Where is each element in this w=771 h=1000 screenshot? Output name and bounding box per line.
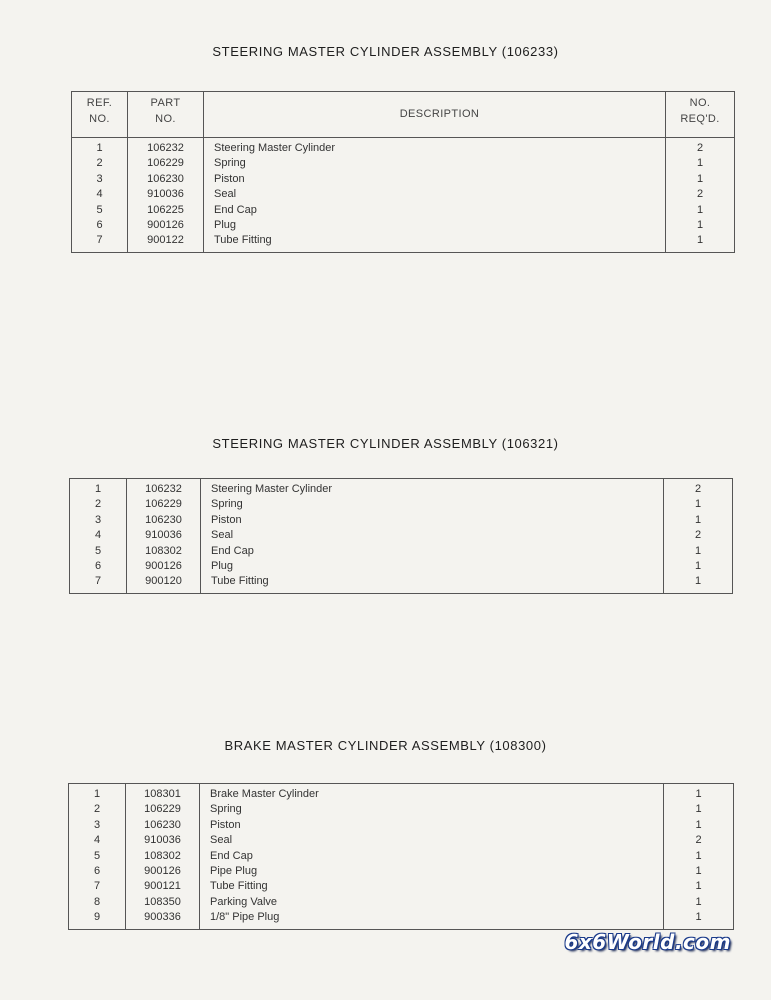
parts-table-3-body bbox=[69, 784, 734, 930]
part-no-cell: 106230 bbox=[128, 172, 204, 187]
qty-required-header: NO. REQ'D. bbox=[666, 92, 735, 138]
description-cell: Plug bbox=[204, 218, 666, 233]
description-header: DESCRIPTION bbox=[204, 92, 666, 138]
qty-cell: 2 bbox=[664, 528, 733, 543]
part-no-cell: 108302 bbox=[127, 544, 201, 559]
qty-cell: 1 bbox=[664, 497, 733, 512]
table-row bbox=[69, 895, 734, 910]
part-no-cell: 910036 bbox=[127, 528, 201, 543]
description-cell: Tube Fitting bbox=[204, 233, 666, 252]
parts-table-1 bbox=[71, 91, 735, 253]
table-row bbox=[70, 559, 733, 574]
part-no-cell: 900126 bbox=[128, 218, 204, 233]
site-watermark: 6x6World.com bbox=[564, 930, 731, 954]
part-no-cell: 108301 bbox=[126, 784, 200, 803]
ref-no-cell: 9 bbox=[69, 910, 126, 929]
ref-no-cell: 1 bbox=[72, 138, 128, 157]
description-cell: Seal bbox=[201, 528, 664, 543]
part-no-cell: 900121 bbox=[126, 879, 200, 894]
table-row bbox=[69, 879, 734, 894]
part-no-cell: 106232 bbox=[127, 479, 201, 498]
qty-cell: 1 bbox=[664, 574, 733, 593]
ref-no-cell: 2 bbox=[72, 156, 128, 171]
description-cell: Spring bbox=[204, 156, 666, 171]
qty-cell: 1 bbox=[666, 156, 735, 171]
ref-no-cell: 1 bbox=[69, 784, 126, 803]
description-cell: 1/8" Pipe Plug bbox=[200, 910, 664, 929]
section-title-3: BRAKE MASTER CYLINDER ASSEMBLY (108300) bbox=[224, 738, 547, 753]
ref-no-cell: 7 bbox=[70, 574, 127, 593]
ref-no-cell: 5 bbox=[69, 849, 126, 864]
part-no-cell: 900120 bbox=[127, 574, 201, 593]
ref-no-cell: 2 bbox=[70, 497, 127, 512]
qty-cell: 1 bbox=[664, 802, 734, 817]
part-no-cell: 900122 bbox=[128, 233, 204, 252]
table-row bbox=[72, 156, 735, 171]
qty-cell: 2 bbox=[666, 187, 735, 202]
table-row bbox=[72, 172, 735, 187]
table-row bbox=[70, 528, 733, 543]
table-row bbox=[70, 479, 733, 498]
qty-cell: 1 bbox=[664, 849, 734, 864]
table-row bbox=[72, 138, 735, 157]
part-no-cell: 106230 bbox=[127, 513, 201, 528]
description-cell: Tube Fitting bbox=[200, 879, 664, 894]
description-cell: Parking Valve bbox=[200, 895, 664, 910]
ref-no-cell: 4 bbox=[72, 187, 128, 202]
qty-cell: 1 bbox=[664, 784, 734, 803]
description-cell: Pipe Plug bbox=[200, 864, 664, 879]
ref-no-cell: 3 bbox=[69, 818, 126, 833]
part-no-cell: 108302 bbox=[126, 849, 200, 864]
part-no-cell: 900126 bbox=[127, 559, 201, 574]
table-row bbox=[70, 497, 733, 512]
qty-cell: 1 bbox=[666, 218, 735, 233]
qty-cell: 1 bbox=[666, 233, 735, 252]
qty-cell: 2 bbox=[666, 138, 735, 157]
part-no-cell: 106229 bbox=[127, 497, 201, 512]
qty-cell: 1 bbox=[664, 910, 734, 929]
qty-cell: 1 bbox=[664, 544, 733, 559]
qty-cell: 2 bbox=[664, 833, 734, 848]
qty-cell: 1 bbox=[664, 864, 734, 879]
qty-cell: 1 bbox=[666, 203, 735, 218]
ref-no-cell: 7 bbox=[72, 233, 128, 252]
table-row bbox=[70, 544, 733, 559]
table-header-row bbox=[72, 92, 735, 138]
description-cell: Brake Master Cylinder bbox=[200, 784, 664, 803]
part-no-cell: 900336 bbox=[126, 910, 200, 929]
part-no-cell: 106229 bbox=[126, 802, 200, 817]
description-cell: End Cap bbox=[200, 849, 664, 864]
ref-no-cell: 8 bbox=[69, 895, 126, 910]
ref-no-cell: 3 bbox=[70, 513, 127, 528]
qty-cell: 1 bbox=[664, 879, 734, 894]
qty-cell: 1 bbox=[666, 172, 735, 187]
table-row bbox=[72, 233, 735, 252]
section-title-1: STEERING MASTER CYLINDER ASSEMBLY (106233) bbox=[212, 44, 559, 59]
description-cell: Spring bbox=[201, 497, 664, 512]
description-cell: Steering Master Cylinder bbox=[201, 479, 664, 498]
ref-no-cell: 1 bbox=[70, 479, 127, 498]
ref-no-cell: 3 bbox=[72, 172, 128, 187]
table-row bbox=[72, 203, 735, 218]
part-no-cell: 106229 bbox=[128, 156, 204, 171]
qty-cell: 1 bbox=[664, 513, 733, 528]
description-cell: End Cap bbox=[201, 544, 664, 559]
table-row bbox=[69, 802, 734, 817]
table-row bbox=[70, 574, 733, 593]
parts-table-1-body bbox=[72, 138, 735, 253]
description-cell: Steering Master Cylinder bbox=[204, 138, 666, 157]
ref-no-cell: 6 bbox=[70, 559, 127, 574]
ref-no-cell: 4 bbox=[69, 833, 126, 848]
description-cell: Piston bbox=[200, 818, 664, 833]
description-cell: Spring bbox=[200, 802, 664, 817]
ref-no-cell: 5 bbox=[72, 203, 128, 218]
ref-no-header: REF. NO. bbox=[72, 92, 128, 138]
description-cell: Tube Fitting bbox=[201, 574, 664, 593]
part-no-header: PART NO. bbox=[128, 92, 204, 138]
description-cell: Plug bbox=[201, 559, 664, 574]
table-row bbox=[72, 218, 735, 233]
table-row bbox=[69, 818, 734, 833]
table-row bbox=[70, 513, 733, 528]
part-no-cell: 900126 bbox=[126, 864, 200, 879]
table-row bbox=[72, 187, 735, 202]
parts-table-3 bbox=[68, 783, 734, 930]
ref-no-cell: 6 bbox=[72, 218, 128, 233]
table-row bbox=[69, 849, 734, 864]
qty-cell: 1 bbox=[664, 818, 734, 833]
table-row bbox=[69, 784, 734, 803]
table-row bbox=[69, 833, 734, 848]
description-cell: Seal bbox=[204, 187, 666, 202]
ref-no-cell: 5 bbox=[70, 544, 127, 559]
ref-no-cell: 7 bbox=[69, 879, 126, 894]
part-no-cell: 106230 bbox=[126, 818, 200, 833]
ref-no-cell: 2 bbox=[69, 802, 126, 817]
table-row bbox=[69, 910, 734, 929]
ref-no-cell: 6 bbox=[69, 864, 126, 879]
section-title-2: STEERING MASTER CYLINDER ASSEMBLY (106321) bbox=[212, 436, 559, 451]
description-cell: End Cap bbox=[204, 203, 666, 218]
table-row bbox=[69, 864, 734, 879]
parts-table-2 bbox=[69, 478, 733, 594]
ref-no-cell: 4 bbox=[70, 528, 127, 543]
part-no-cell: 910036 bbox=[126, 833, 200, 848]
description-cell: Piston bbox=[201, 513, 664, 528]
part-no-cell: 910036 bbox=[128, 187, 204, 202]
qty-cell: 1 bbox=[664, 559, 733, 574]
part-no-cell: 106232 bbox=[128, 138, 204, 157]
part-no-cell: 108350 bbox=[126, 895, 200, 910]
qty-cell: 2 bbox=[664, 479, 733, 498]
description-cell: Seal bbox=[200, 833, 664, 848]
parts-table-2-body bbox=[70, 479, 733, 594]
qty-cell: 1 bbox=[664, 895, 734, 910]
part-no-cell: 106225 bbox=[128, 203, 204, 218]
description-cell: Piston bbox=[204, 172, 666, 187]
